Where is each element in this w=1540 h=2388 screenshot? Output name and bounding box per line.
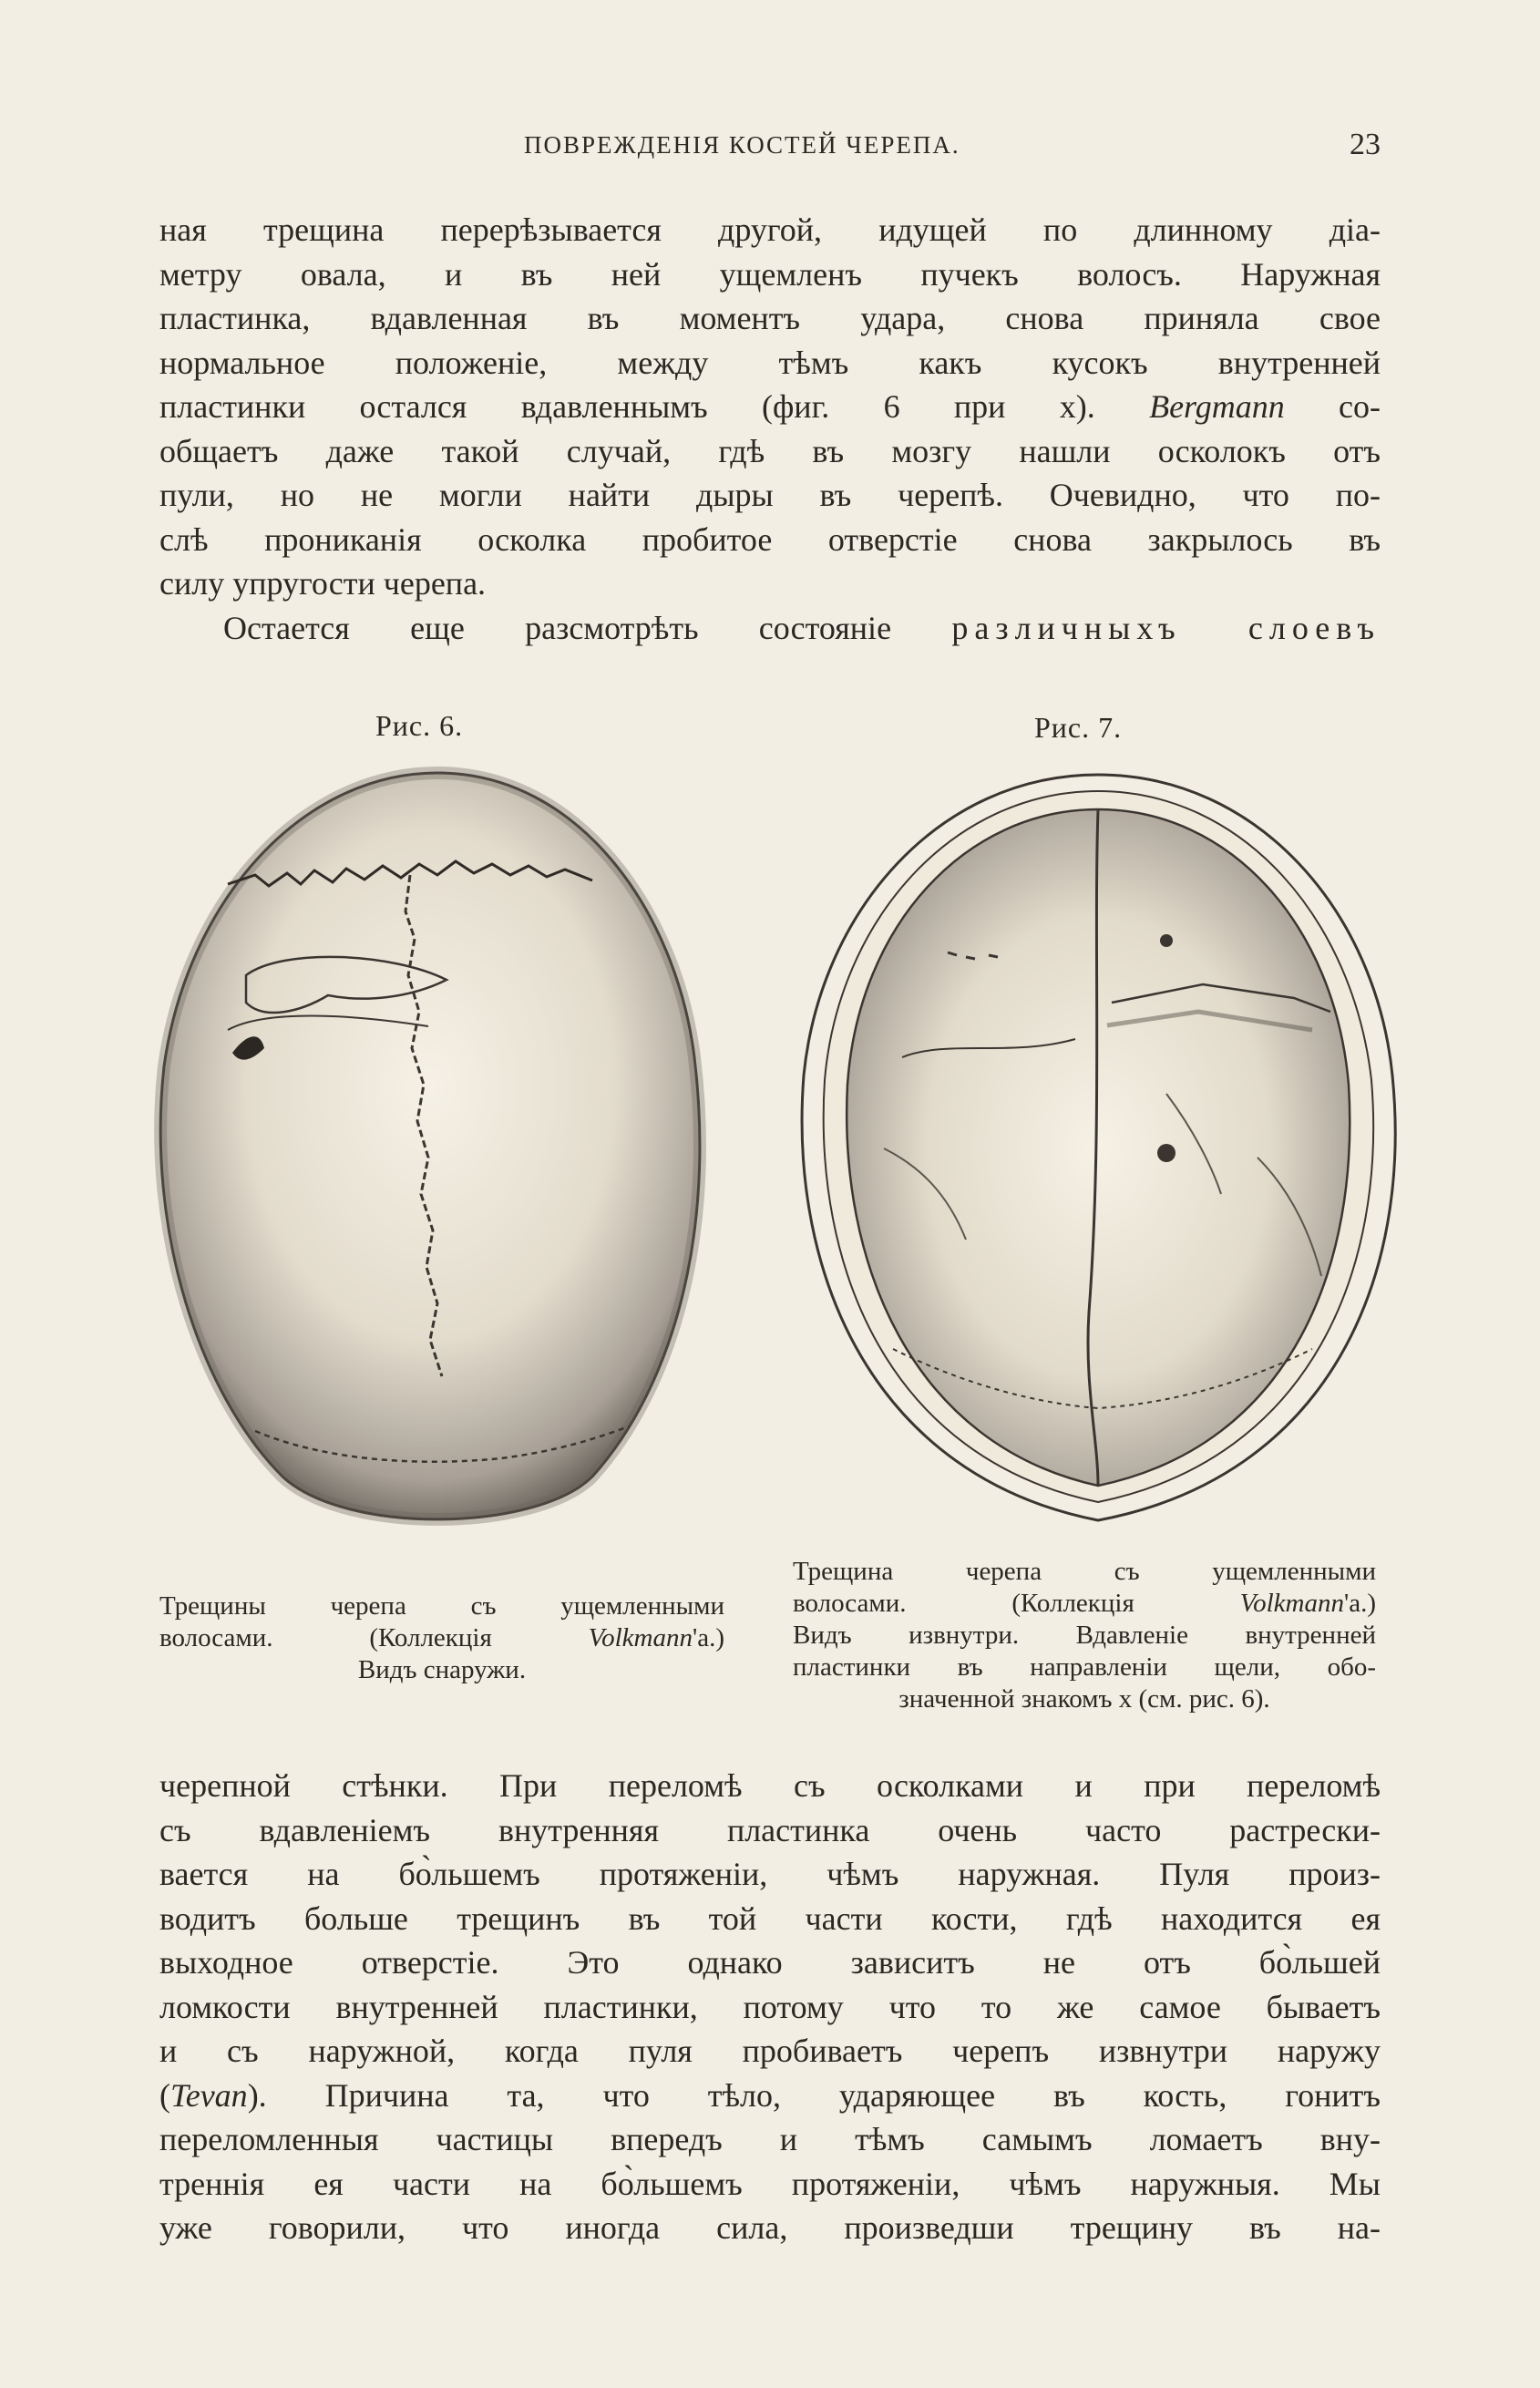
figure-6-label: Рис. 6. bbox=[375, 709, 464, 742]
text-line: выходное отверстіе. Это однако зависитъ не отъ бо̀льшей bbox=[159, 1944, 1381, 1981]
author-name: Tevan bbox=[170, 2076, 248, 2114]
figure-6-caption bbox=[159, 1590, 724, 1686]
figure-7-caption bbox=[793, 1556, 1376, 1715]
caption-line: волосами. (Коллекція Volkmann'а.) bbox=[793, 1589, 1376, 1618]
caption-line: Видъ извнутри. Вдавленіе внутренней bbox=[793, 1621, 1376, 1650]
text-line: ломкости внутренней пластинки, потому что то же самое бываетъ bbox=[159, 1988, 1381, 2025]
figure-7-label: Рис. 7. bbox=[1034, 711, 1123, 744]
text-line: ная трещина перерѣзывается другой, идущей по длинному діа- bbox=[159, 211, 1381, 248]
caption-line: Видъ снаружи. bbox=[357, 1655, 527, 1684]
text-line: уже говорили, что иногда сила, произведши трещину въ на- bbox=[159, 2209, 1381, 2246]
running-title: ПОВРЕЖДЕНІЯ КОСТЕЙ ЧЕРЕПА. bbox=[524, 131, 960, 159]
figure-6-skull-exterior bbox=[118, 757, 756, 1559]
text-line: пули, но не могли найти дыры въ черепѣ. Очевидно, что по- bbox=[159, 477, 1381, 513]
text-line: пластинка, вдавленная въ моментъ удара, снова приняла свое bbox=[159, 300, 1381, 336]
text-line: метру овала, и въ ней ущемленъ пучекъ волосъ. Наружная bbox=[159, 255, 1381, 293]
spaced-emphasis: различныхъ слоевъ bbox=[951, 609, 1381, 646]
text-line: переломленныя частицы впередъ и тѣмъ самымъ ломаетъ вну- bbox=[159, 2121, 1381, 2157]
text-line: слѣ прониканія осколка пробитое отверстіе снова закрылось въ bbox=[159, 520, 1381, 558]
text-line: нормальное положеніе, между тѣмъ какъ кусокъ внутренней bbox=[159, 344, 1381, 381]
text-line: и съ наружной, когда пуля пробиваетъ черепъ извнутри наружу bbox=[159, 2033, 1381, 2069]
text-line: вается на бо̀льшемъ протяженіи, чѣмъ наружная. Пуля произ- bbox=[159, 1856, 1381, 1892]
figure-7-skull-interior bbox=[784, 766, 1412, 1527]
text-line: (Tevan). Причина та, что тѣло, ударяющее въ кость, гонитъ bbox=[159, 2076, 1381, 2114]
caption-line: волосами. (Коллекція Volkmann'а.) bbox=[159, 1623, 724, 1652]
text-line: Остается еще разсмотрѣть состояніе различныхъ слоевъ bbox=[223, 609, 1381, 646]
author-name: Bergmann bbox=[1149, 388, 1285, 425]
top-paragraph bbox=[159, 208, 1381, 650]
caption-line: Трещины черепа съ ущемленными bbox=[159, 1591, 724, 1621]
text-line: черепной стѣнки. При переломѣ съ осколками и при переломѣ bbox=[159, 1767, 1381, 1804]
caption-line: Трещина черепа съ ущемленными bbox=[793, 1557, 1376, 1586]
caption-line: пластинки въ направленіи щели, обо- bbox=[793, 1652, 1376, 1682]
text-line: силу упругости черепа. bbox=[159, 565, 487, 602]
running-head bbox=[159, 128, 1381, 164]
text-line: пластинки остался вдавленнымъ (фиг. 6 при x). Bergmann со- bbox=[159, 388, 1381, 425]
page-number: 23 bbox=[1350, 128, 1381, 161]
text-line: треннія ея части на бо̀льшемъ протяженіи, чѣмъ наружныя. Мы bbox=[159, 2165, 1381, 2202]
text-line: общаетъ даже такой случай, гдѣ въ мозгу нашли осколокъ отъ bbox=[159, 432, 1381, 469]
bottom-paragraph bbox=[159, 1764, 1381, 2250]
caption-line: значенной знакомъ x (см. рис. 6). bbox=[898, 1684, 1270, 1714]
text-line: водитъ больше трещинъ въ той части кости, гдѣ находится ея bbox=[159, 1899, 1381, 1937]
text-line: съ вдавленіемъ внутренняя пластинка очень часто растрески- bbox=[159, 1811, 1381, 1848]
